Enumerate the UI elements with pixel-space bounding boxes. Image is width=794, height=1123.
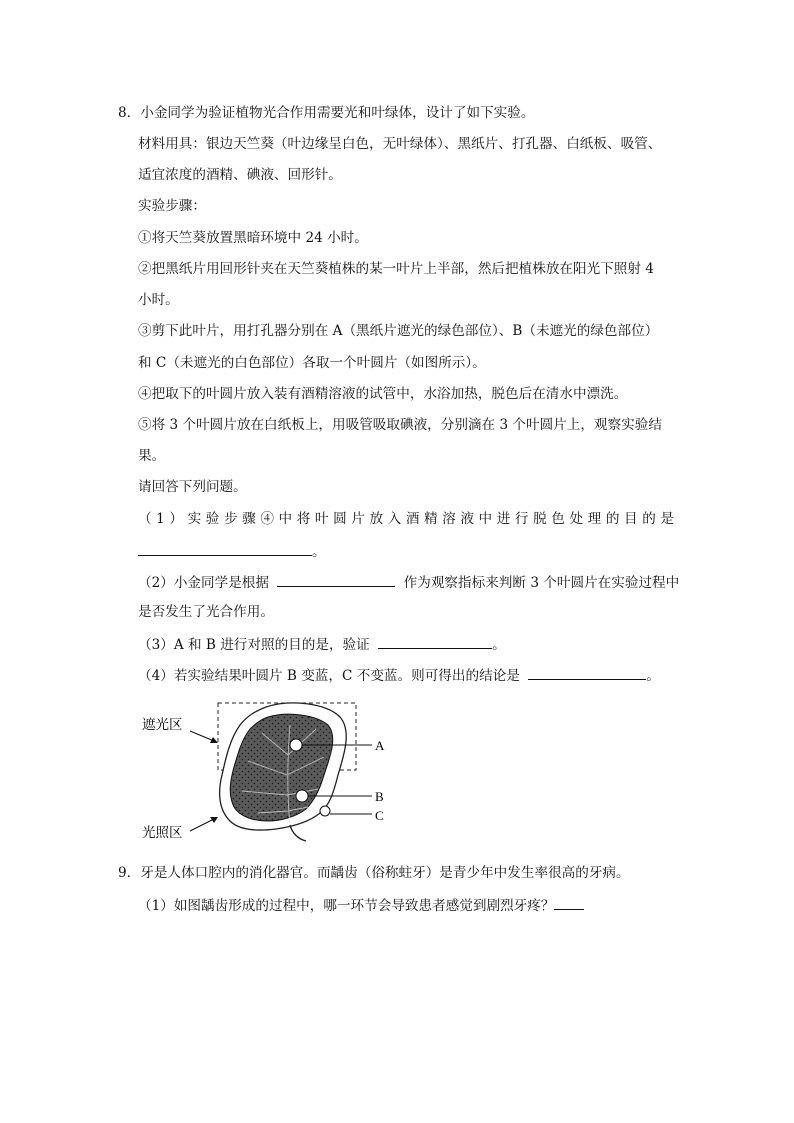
q8-sub3-a: （3）A 和 B 进行对照的目的是，验证 (138, 637, 370, 653)
q9-sub1-text: （1）如图龋齿形成的过程中，哪一环节会导致患者感觉到剧烈牙疼？ (138, 898, 555, 914)
q8-step3-line1: ③剪下此叶片，用打孔器分别在 A（黑纸片遮光的绿色部位）、B（未遮光的绿色部位） (138, 323, 659, 339)
q8-materials-line2: 适宜浓度的酒精、碘液、回形针。 (138, 167, 342, 183)
q8-sub2-line2: 是否发生了光合作用。 (138, 604, 274, 620)
q8-step2-line2: 小时。 (138, 292, 179, 308)
q8-sub4-end: 。 (646, 668, 660, 684)
q8-sub4-a: （4）若实验结果叶圆片 B 变蓝，C 不变蓝。则可得出的结论是 (138, 668, 520, 684)
q8-sub2-a: （2）小金同学是根据 (138, 575, 269, 591)
q8-steps-heading: 实验步骤： (138, 198, 206, 214)
label-a: A (375, 738, 385, 753)
q8-sub1-line1: （1）实验步骤④中将叶圆片放入酒精溶液中进行脱色处理的目的是 (138, 511, 674, 527)
q8-step4: ④把取下的叶圆片放入装有酒精溶液的试管中，水浴加热，脱色后在清水中漂洗。 (138, 386, 628, 402)
q8-step5-line2: 果。 (138, 448, 166, 464)
label-c: C (375, 808, 384, 823)
label-shade-zone: 遮光区 (142, 717, 183, 733)
label-light-zone: 光照区 (142, 825, 183, 841)
leaf-figure (130, 695, 410, 845)
answer-blank-2[interactable] (277, 572, 395, 587)
q8-sub2-b: 作为观察指标来判断 3 个叶圆片在实验过程中 (403, 575, 680, 591)
q8-sub2-line1 (138, 572, 679, 592)
answer-blank-q9-1[interactable] (554, 895, 584, 910)
q9-sub1 (138, 895, 584, 915)
answer-blank-3[interactable] (378, 634, 492, 649)
answer-blank-4[interactable] (528, 665, 646, 680)
answer-blank-1[interactable] (138, 541, 312, 556)
label-b: B (375, 789, 384, 804)
leaf-stem (290, 825, 306, 841)
q8-step5-line1: ⑤将 3 个叶圆片放在白纸板上，用吸管吸取碘液，分别滴在 3 个叶圆片上，观察实验结 (138, 417, 662, 433)
q8-materials-line1: 材料用具：银边天竺葵（叶边缘呈白色，无叶绿体）、黑纸片、打孔器、白纸板、吸管、 (138, 136, 662, 152)
arrow-shade-line (190, 731, 214, 741)
q8-sub1-answer-row (138, 541, 326, 561)
q8-sub1-end: 。 (312, 544, 326, 560)
disc-c (320, 806, 330, 816)
disc-b (296, 790, 308, 802)
q8-step1: ①将天竺葵放置黑暗环境中 24 小时。 (138, 230, 368, 246)
q8-sub4 (138, 665, 660, 685)
q8-step3-line2: 和 C（未遮光的白色部位）各取一个叶圆片（如图所示）。 (138, 355, 486, 371)
q9-title: 9．牙是人体口腔内的消化器官。而龋齿（俗称蛀牙）是青少年中发生率很高的牙病。 (118, 865, 630, 881)
q8-sub3-end: 。 (492, 637, 506, 653)
q8-sub3 (138, 634, 506, 654)
q8-prompt: 请回答下列问题。 (138, 479, 247, 495)
q8-step2-line1: ②把黑纸片用回形针夹在天竺葵植株的某一叶片上半部，然后把植株放在阳光下照射 4 (138, 261, 654, 277)
arrow-light-line (190, 819, 214, 831)
disc-a (290, 739, 302, 751)
q8-title: 8．小金同学为验证植物光合作用需要光和叶绿体，设计了如下实验。 (118, 105, 535, 121)
